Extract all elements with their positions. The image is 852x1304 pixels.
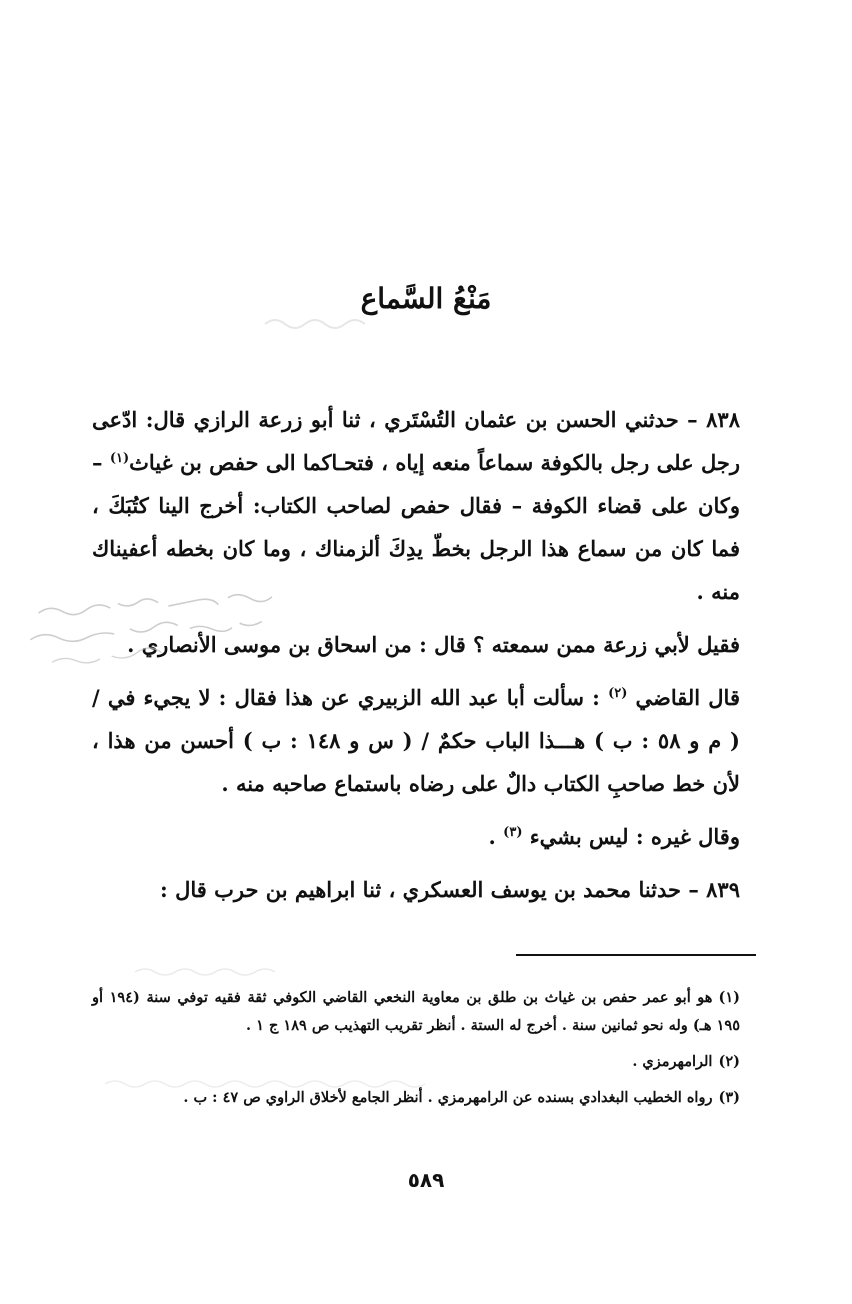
footnote-divider xyxy=(516,954,756,956)
footnote-number: (٣) xyxy=(718,1089,740,1106)
footnote-1 xyxy=(92,984,740,1040)
qadi-comment-part1: قال القاضي xyxy=(635,685,740,710)
bleed-through-mark xyxy=(130,962,290,982)
footnote-ref-3: (٣) xyxy=(503,825,523,840)
page-number: ٥٨٩ xyxy=(407,1168,445,1192)
other-opinion-text: وقال غيره : ليس بشيء xyxy=(529,824,740,849)
qadi-comment-part2: : سألت أبا عبد الله الزبيري عن هذا فقال : لا يجيء في / ( م و ٥٨ : ب ) هـــذا الباب حكمٌ / ( س و ١٤٨ : ب ) أحسن من هذا ، لأن خط صاحبِ الكتاب دالٌ على رضاه باستماع صاحبه منه . xyxy=(92,685,740,796)
footnote-ref-1: (١) xyxy=(109,451,130,466)
footnotes xyxy=(92,984,740,1120)
hadith-839: ٨٣٩ – حدثنا محمد بن يوسف العسكري ، ثنا ابراهيم بن حرب قال : xyxy=(160,877,740,902)
page-title: مَنْعُ السَّماع xyxy=(360,282,492,315)
hadith-838-part1: ٨٣٨ – حدثني الحسن بن عثمان التُسْتَري ، ثنا أبو زرعة الرازي قال: ادّعى رجل على رجل بالكوفة سماعاً منعه إياه ، فتحـاكما الى حفص بن غياث xyxy=(92,407,740,475)
abu-zura-question: فقيل لأبي زرعة ممن سمعته ؟ قال : من اسحاق بن موسى الأنصاري . xyxy=(127,632,740,657)
hadith-838 xyxy=(92,398,740,613)
bleed-through-mark xyxy=(100,1074,440,1094)
footnote-text: رواه الخطيب البغدادي بسنده عن الرامهرمزي . أنظر الجامع لأخلاق الراوي ص ٤٧ : ب . xyxy=(183,1089,713,1106)
footnote-text: الرامهرمزي . xyxy=(632,1053,713,1070)
bleed-through-mark xyxy=(260,306,370,336)
footnote-ref-2: (٢) xyxy=(608,686,628,701)
other-opinion xyxy=(92,815,740,858)
other-opinion-end: . xyxy=(488,824,504,849)
footnote-text: هو أبو عمر حفص بن غياث بن طلق بن معاوية النخعي القاضي الكوفي ثقة فقيه توفي سنة (١٩٤ أو ١٩٥ هـ) وله نحو ثمانين سنة . أخرج له الستة . أنظر تقريب التهذيب ص ١٨٩ ج ١ . xyxy=(92,989,740,1034)
hadith-838-part2: – وكان على قضاء الكوفة – فقال حفص لصاحب الكتاب: أخرج الينا كتُبَكَ ، فما كان من سماع هذا الرجل بخطّ يدِكَ ألزمناك ، وما كان بخطه أعفيناك منه . xyxy=(92,450,740,604)
footnote-2 xyxy=(92,1048,740,1076)
footnote-number: (١) xyxy=(718,989,740,1006)
footnote-number: (٢) xyxy=(718,1053,740,1070)
qadi-comment xyxy=(92,676,740,805)
